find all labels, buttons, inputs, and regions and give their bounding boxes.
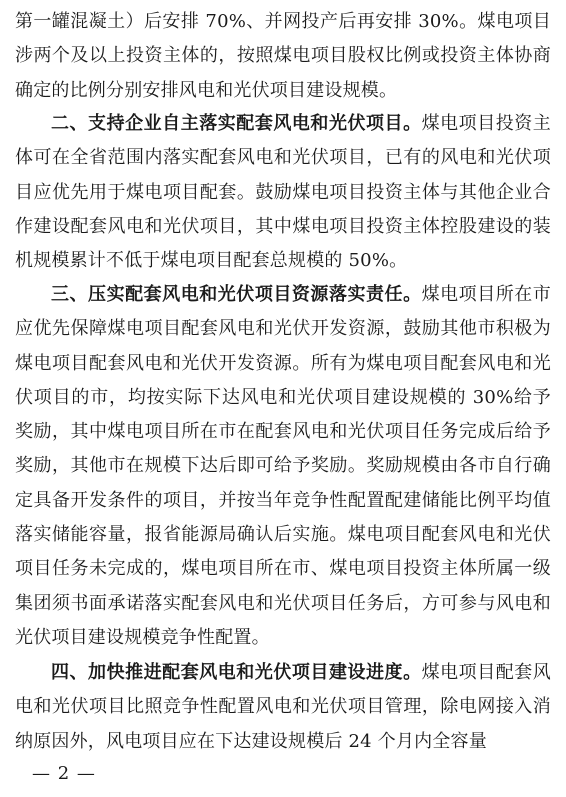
paragraph-4 [15, 656, 551, 759]
paragraph-3 [15, 278, 551, 655]
paragraph-2-text: 煤电项目投资主体可在全省范围内落实配套风电和光伏项目，已有的风电和光伏项目应优先用于煤电项目配套。鼓励煤电项目投资主体与其他企业合作建设配套风电和光伏项目，其中煤电项目投资主体控股建设的装机规模累计不低于煤电项目配套总规模的 50%。 [15, 113, 551, 272]
paragraph-2 [15, 107, 551, 278]
paragraph-4-text: 煤电项目配套风电和光伏项目比照竞争性配置风电和光伏项目管理，除电网接入消纳原因外，风电项目应在下达建设规模后 24 个月内全容量 [15, 662, 551, 752]
page-number: — 2 — [32, 763, 96, 784]
paragraph-1-text: 第一罐混凝土）后安排 70%、并网投产后再安排 30%。煤电项目涉两个及以上投资主体的，按照煤电项目股权比例或投资主体协商确定的比例分别安排风电和光伏项目建设规模。 [15, 11, 551, 101]
section-3-heading: 三、压实配套风电和光伏项目资源落实责任。 [51, 284, 422, 305]
section-4-heading: 四、加快推进配套风电和光伏项目建设进度。 [51, 662, 422, 683]
paragraph-1 [15, 5, 551, 108]
section-2-heading: 二、支持企业自主落实配套风电和光伏项目。 [51, 113, 422, 134]
paragraph-3-text: 煤电项目所在市应优先保障煤电项目配套风电和光伏开发资源，鼓励其他市积极为煤电项目配套风电和光伏开发资源。所有为煤电项目配套风电和光伏项目的市，均按实际下达风电和光伏项目建设规模的 30%给予奖励，其中煤电项目所在市在配套风电和光伏项目任务完成后给予奖励，其他市在规模下达后即可给予奖励。奖励规模由各市自行确定具备开发条件的项目，并按当年竞争性配置配建储能比例平均值落实储能容量，报省能源局确认后实施。煤电项目配套风电和光伏项目任务未完成的，煤电项目所在市、煤电项目投资主体所属一级集团须书面承诺落实配套风电和光伏项目任务后，方可参与风电和光伏项目建设规模竞争性配置。 [15, 284, 551, 648]
